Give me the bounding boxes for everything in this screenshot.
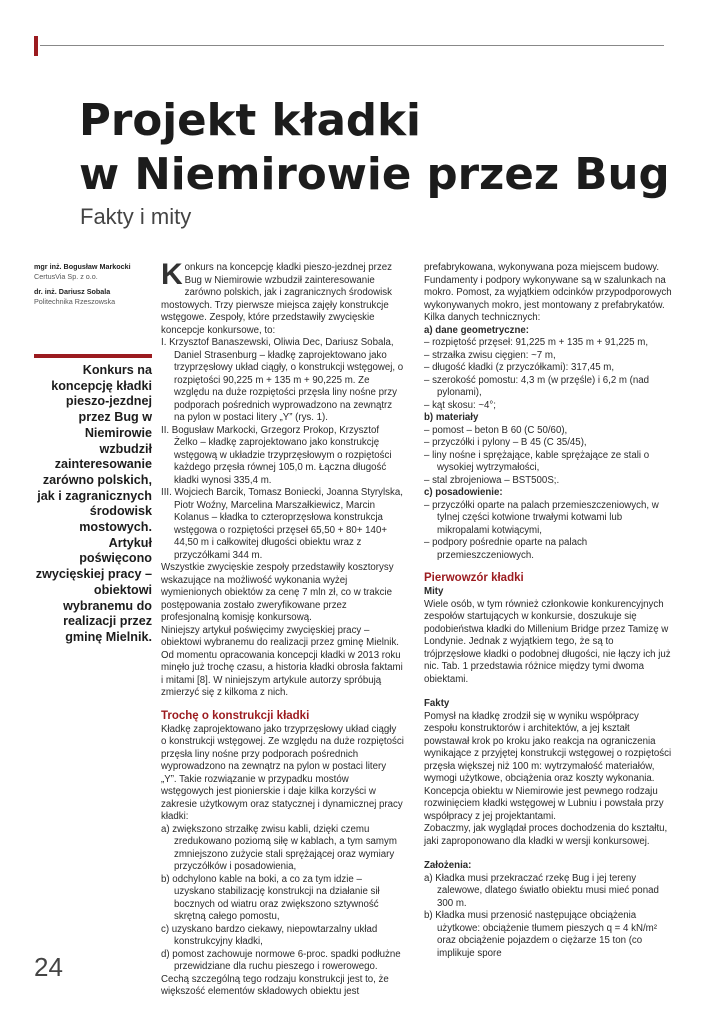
column-1	[161, 258, 404, 999]
list-item: – przyczółki oparte na palach przemieszczeniowych, w tylnej części kotwione trwałymi kotwami lub mikropalami kotwiącymi,	[424, 499, 659, 536]
article-title	[79, 94, 709, 202]
materials-list	[424, 425, 672, 488]
subheading: b) materiały	[424, 412, 479, 423]
foundation-list	[424, 500, 672, 563]
intro-paragraph: Konkurs na koncepcję kładki pieszo-jezdnej przez Bug w Niemirowie wzbudził zainteresowanie zarówno polskich, jak i zagranicznych środowisk mostowych. Trzy pierwsze miejsca zajęły konstrukcje wstęgowe. Zespoły, które przedstawiły zwycięskie koncepcje konkursowe, to:	[161, 258, 392, 336]
paragraph: Pomysł na kładkę zrodził się w wyniku współpracy zespołu konstruktorów i architektów, a jej kształt powstawał krok po kroku jako reakcja na ograniczenia wynikające z przyjętej konstrukcji wstęgowej o rozpiętości przęsła większej niż 100 m: wytrzymałość materiałów, wymogi użytkowe, obciążenia oraz koszty wykonania. Koncepcja obiektu w Niemirowie jest pewnego rodzaju rozwinięciem kładki wstęgowej w Lubniu i powstała przy współpracy z jej projektantami.	[424, 710, 672, 822]
column-2	[424, 262, 672, 960]
list-item: b) Kładka musi przenosić następujące obciążenia użytkowe: obciążenie tłumem pieszych q = 4 kN/m² oraz obciążenie pojazdem o ciężarze 15 ton (co implikuje spore	[424, 910, 657, 959]
paragraph: Wszystkie zwycięskie zespoły przedstawiły kosztorysy wskazujące na możliwość wykonania wyżej wymienionych obiektów za cenę 7 mln zł, co w trakcie postępowania zostało zweryfikowane przez profesjonalną komisję konkursową.	[161, 562, 394, 623]
paragraph: Cechą szczególną tego rodzaju konstrukcji jest to, że większość elementów składowych obiektu jest	[161, 973, 389, 997]
benefits-list	[161, 824, 404, 974]
list-item: – pomost – beton B 60 (C 50/60),	[424, 424, 568, 436]
section-heading: Pierwowzór kładki	[424, 572, 524, 584]
list-item: – przyczółki i pylony – B 45 (C 35/45),	[424, 437, 587, 448]
list-item: – długość kładki (z przyczółkami): 317,45 m,	[424, 362, 615, 373]
header-accent-bar	[34, 36, 38, 56]
drop-cap: K	[161, 258, 183, 291]
list-item: a) zwiększono strzałkę zwisu kabli, dzięki czemu zredukowano poziomą siłę w kablach, a tym samym zmniejszono zużycie stali sprężającej oraz wymiary przyczółków i posadowienia,	[161, 823, 397, 872]
paragraph: Niniejszy artykuł poświęcimy zwycięskiej pracy – obiektowi wybranemu do realizacji przez gminę Mielnik. Od momentu opracowania koncepcji kładki w 2013 roku minęło już trochę czasu, a historia kładki obrosła faktami i mitami [8]. W niniejszym artykule autorzy spróbują zmierzyć się z kilkoma z nich.	[161, 624, 403, 698]
list-item: a) Kładka musi przekraczać rzekę Bug i jej tereny zalewowe, dlatego światło obiektu musi mieć ponad 300 m.	[424, 872, 659, 909]
list-item: – szerokość pomostu: 4,3 m (w przęśle) i 6,2 m (nad pylonami),	[424, 374, 650, 398]
list-item: – kąt skosu: ~4°;	[424, 399, 496, 411]
assumptions-list	[424, 873, 672, 961]
paragraph: prefabrykowana, wykonywana poza miejscem budowy. Fundamenty i podpory wykonywane są w szalunkach na mokro. Pomost, za wyjątkiem odcinków przypodporowych wykonywanych mokro, jest montowany z prefabrykatów.	[424, 262, 672, 311]
list-item: I. Krzysztof Banaszewski, Oliwia Dec, Dariusz Sobala, Daniel Strasenburg – kładkę zaprojektowano jako trzyprzęsłowy układ ciągły, o konstrukcji wstęgowej, o rozpiętości 90,225 m + 135 m + 90,225 m. Ze względu na duże rozpiętości przęsła liny nośne przy podporach pośrednich wyprowadzono na zewnątrz na pylon w postaci litery „Y” (rys. 1).	[161, 337, 404, 423]
paragraph: Wiele osób, w tym również członkowie konkurencyjnych zespołów startujących w konkursie, doszukuje się podobieństwa kładki do Millenium Bridge przez Tamizę w Londynie. Jednak z wyjątkiem tego, że są to trójprzęsłowe kładki o podobnej długości, nie łączy ich już nic. Tab. 1 przedstawia różnice między tymi dwoma obiektami.	[424, 598, 671, 685]
author-block	[34, 262, 152, 312]
list-item: – strzałka zwisu cięgien: ~7 m,	[424, 349, 556, 361]
list-item: – stal zbrojeniowa – BST500S;.	[424, 474, 560, 486]
list-item: III. Wojciech Barcik, Tomasz Boniecki, Joanna Styrylska, Piotr Woźny, Marcelina Marszałkiewicz, Marcin Kolanus – kładka to czteroprzęsłowa konstrukcja wstęgowa o rozpiętości przęseł 65,50 + 80+ 140+ 44,50 m i całkowitej długości obiektu wraz z przyczółkami 344 m.	[161, 487, 403, 561]
subheading: Założenia:	[424, 860, 472, 871]
pullquote: Konkurs na koncepcję kładki pieszo-jezdnej przez Bug w Niemirowie wzbudził zainteresowanie zarówno polskich, jak i zagranicznych środowisk mostowych. Artykuł poświęcono zwycięskiej pracy – obiektowi wybranemu do realizacji przez gminę Mielnik.	[35, 363, 152, 644]
subheading: a) dane geometryczne:	[424, 324, 529, 336]
article-subtitle: Fakty i mity	[80, 204, 192, 229]
geometry-list	[424, 337, 672, 412]
section-heading: Trochę o konstrukcji kładki	[161, 709, 310, 722]
winners-list	[161, 337, 404, 562]
paragraph: Zobaczmy, jak wyglądał proces dochodzenia do kształtu, jaki zaproponowano dla kładki w wersji konkursowej.	[424, 823, 668, 847]
title-line-1: Projekt kładki	[79, 96, 421, 146]
list-item: – liny nośne i sprężające, kable sprężające ze stali o wysokiej wytrzymałości,	[424, 449, 650, 473]
author-affiliation: CertusVia Sp. z o.o.	[34, 272, 98, 281]
list-item: c) uzyskano bardzo ciekawy, niepowtarzalny układ konstrukcyjny kładki,	[161, 923, 378, 947]
author-name: dr. inż. Dariusz Sobala	[34, 287, 111, 296]
title-line-2: w Niemirowie przez Bug	[79, 150, 670, 200]
list-item: II. Bogusław Markocki, Grzegorz Prokop, Krzysztof Żelko – kładkę zaprojektowano jako konstrukcję wstęgową w układzie trzyprzęsłowym o rozpiętości każdego przęsła równej 105,0 m. Łączna długość kładki wynosi 335,4 m.	[161, 424, 392, 486]
list-item: – podpory pośrednie oparte na palach przemieszczeniowych.	[424, 537, 588, 561]
paragraph: Kilka danych technicznych:	[424, 312, 541, 323]
list-item: b) odchylono kable na boki, a co za tym idzie – uzyskano stabilizację konstrukcji na działanie sił bocznych od wiatru oraz zwiększono sztywność skrętną całego pomostu,	[161, 873, 380, 922]
header-rule	[40, 45, 664, 46]
subheading: c) posadowienie:	[424, 487, 503, 498]
author-affiliation: Politechnika Rzeszowska	[34, 297, 116, 306]
subheading: Fakty	[424, 698, 450, 709]
list-item: – rozpiętość przęseł: 91,225 m + 135 m + 91,225 m,	[424, 337, 649, 348]
paragraph: Kładkę zaprojektowano jako trzyprzęsłowy układ ciągły o konstrukcji wstęgowej. Ze względu na duże rozpiętości przęsła liny nośne przy podporach pośrednich wyprowadzono na zewnątrz na pylon w postaci litery „Y”. Takie rozwiązanie w przypadku mostów wstęgowych jest pionierskie i daje kilka korzyści w zakresie użytkowym oraz statycznej i dynamicznej pracy kładki:	[161, 723, 404, 822]
author-name: mgr inż. Bogusław Markocki	[34, 262, 131, 271]
pullquote-accent-bar	[34, 354, 152, 358]
page-number: 24	[34, 952, 63, 982]
subheading: Mity	[424, 586, 444, 597]
list-item: d) pomost zachowuje normowe 6-proc. spadki podłużne przewidziane dla ruchu pieszego i rowerowego.	[161, 948, 401, 972]
